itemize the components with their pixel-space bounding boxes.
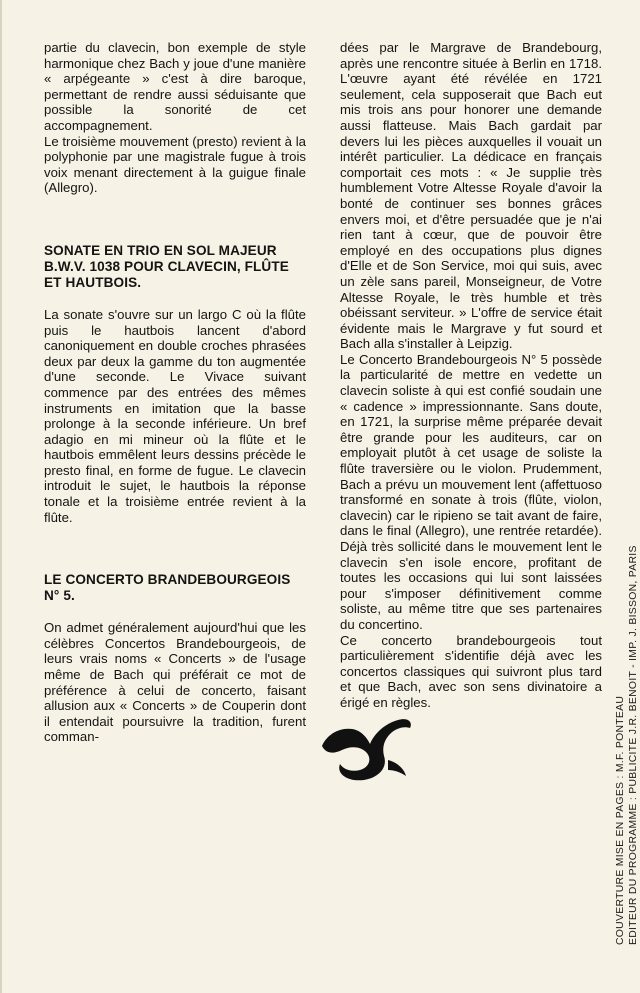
right-column — [340, 40, 602, 711]
section-text-concerto: On admet généralement aujourd'hui que les célèbres Concertos Brandebourgeois, de leurs vrais noms « Concerts » de l'usage même de Bach qui préférait ce mot de préférence à celui de concerto, faisant allusion aux « Concerts » de Couperin dont il entendait poursuivre la tradition, furent comman- — [44, 620, 306, 745]
section-spacer — [44, 604, 306, 620]
credits-line: COUVERTURE MISE EN PAGES : M.F. PONTEAU — [615, 695, 626, 945]
left-column — [44, 40, 306, 745]
credits-vertical — [614, 545, 640, 945]
swirl-emblem-icon — [318, 712, 414, 784]
emblem-tail — [388, 760, 406, 776]
section-spacer — [44, 525, 306, 572]
section-heading-sonate: SONATE EN TRIO EN SOL MAJEUR B.W.V. 1038 POUR CLAVECIN, FLÛTE ET HAUTBOIS. — [44, 242, 289, 290]
section-heading-concerto: LE CONCERTO BRANDEBOURGEOIS N° 5. — [44, 572, 291, 604]
section-spacer — [44, 291, 306, 307]
intro-paragraph: partie du clavecin, bon exemple de style harmonique chez Bach y joue d'une manière « arpégeante » c'est à dire baroque, permettant de rendre aussi séduisante que possible la sonorité de cet accompagnement. — [44, 40, 306, 133]
section-text-sonate: La sonate s'ouvre sur un largo C où la flûte puis le hautbois lancent d'abord canoniquement en double croches phrasées deux par deux la gamme du ton augmentée d'une seconde. Le Vivace suivant commence par des entrées des mêmes instruments en imitation que la basse prolonge à la seconde inférieure. Un bref adagio en mi mineur où la flûte et le hautbois emmêlent leurs dessins précède le presto final, en forme de fugue. Le clavecin introduit le sujet, le hautbois la réponse tonale et la troisième entrée revient à la flûte. — [44, 306, 306, 525]
emblem-inner — [348, 753, 366, 758]
body-paragraph: dées par le Margrave de Brandebourg, après une rencontre située à Berlin en 1718. L'œuvre ayant été révélée en 1721 seulement, cela supposerait que Bach eut mis trois ans pour honorer une demande aussi flatteuse. Mais Bach gardait par devers lui les pièces auxquelles il vouait un intérêt particulier. La dédicace en français comportait ces mots : « Je supplie très humblement Votre Altesse Royale d'avoir la bonté de continuer ses bonnes grâces envers moi, et d'être persuadée que je n'ai rien tant à cœur, que de pouvoir être employé en des occupations plus dignes d'Elle et de Son Service, moi qui suis, avec un zèle sans pareil, Monseigneur, de Votre Altesse Royale, le très humble et très obéissant serviteur. » L'offre de service était évidente mais le Margrave y fut sourd et Bach alla s'installer à Leipzig. — [340, 40, 602, 352]
body-paragraph: Ce concerto brandebourgeois tout particulièrement s'identifie déjà avec les concertos classiques qui suivront plus tard et que Bach, avec son sens divinatoire a érigé en règles. — [340, 632, 602, 710]
section-spacer — [44, 196, 306, 243]
intro-paragraph: Le troisième mouvement (presto) revient à la polyphonie par une magistrale fugue à trois voix menant directement à la guigue finale (Allegro). — [44, 133, 306, 196]
body-paragraph: Le Concerto Brandebourgeois N° 5 possède la particularité de mettre en vedette un clavecin soliste à qui est confié soudain une « cadence » impressionnante. Sans doute, en 1721, la surprise même préparée devait être grande pour les auditeurs, car on employait plutôt à cet usage de soliste la flûte traversière ou le violon. Prudemment, Bach a prévu un mouvement lent (affettuoso transformé en sonate à trois (flûte, violon, clavecin) car le ripieno se tait avant de faire, dans le final (Allegro), une rentrée retardée). Déjà très sollicité dans le mouvement lent le clavecin s'en isole encore, profitant de toutes les occasions qui lui sont laissées pour s'imposer définitivement comme soliste, au même titre que ses partenaires du concertino. — [340, 351, 602, 632]
credits-line: EDITEUR DU PROGRAMME : PUBLICITE J.R. BENOIT - IMP. J. BISSON, PARIS — [628, 545, 639, 945]
